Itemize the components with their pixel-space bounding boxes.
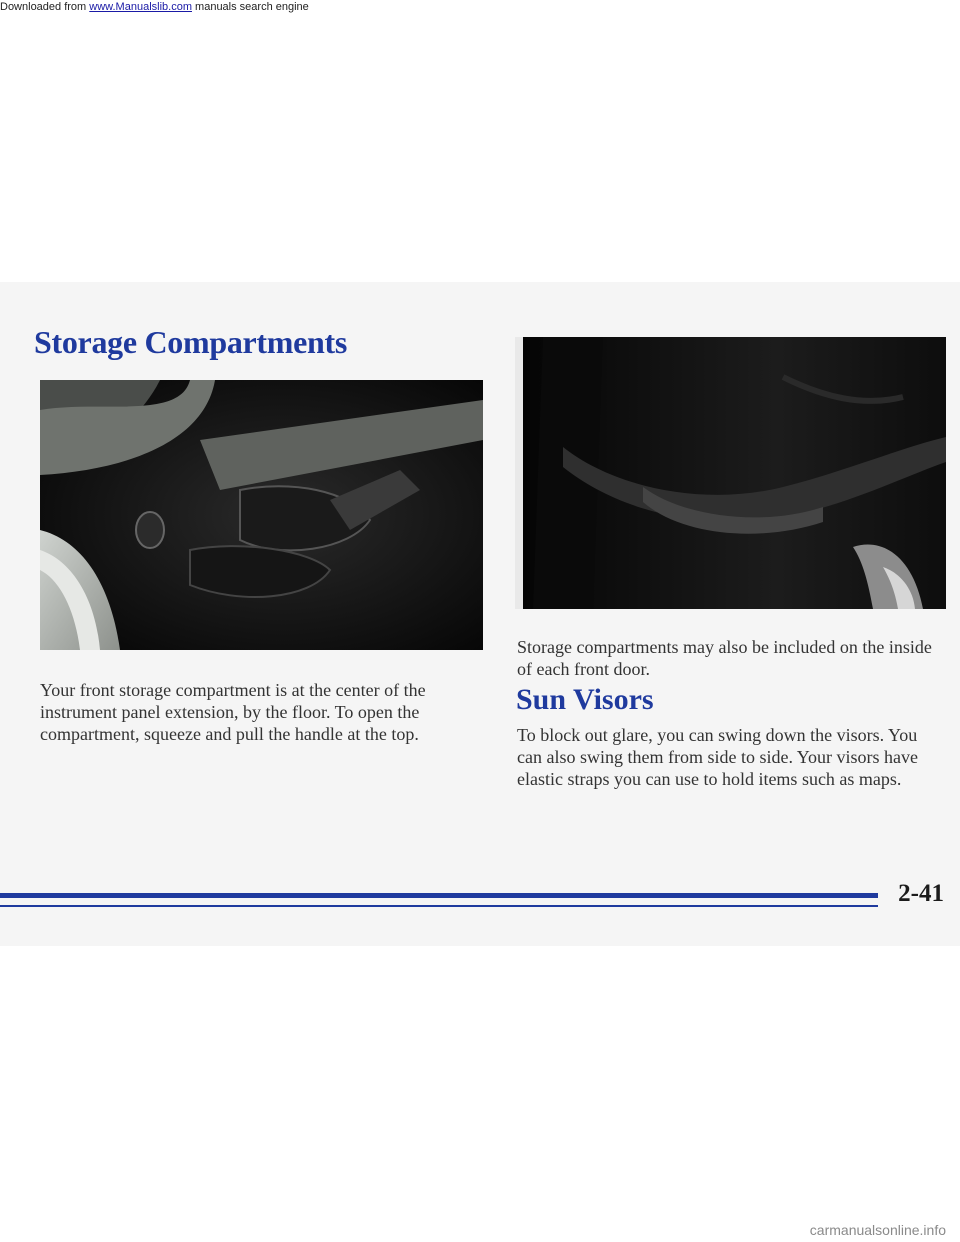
- section-title-sun-visors: Sun Visors: [516, 683, 654, 716]
- storage-compartment-paragraph: Your front storage compartment is at the center of the instrument panel extension, by the floor. To open the compartment, squeeze and pull the handle at the top.: [40, 680, 426, 744]
- section-title-storage: Storage Compartments: [34, 324, 348, 360]
- header-prefix: Downloaded from: [0, 1, 90, 13]
- manualslib-link[interactable]: www.Manualslib.com: [89, 1, 192, 13]
- header-suffix: manuals search engine: [191, 1, 309, 13]
- door-storage-photo: [515, 337, 946, 609]
- sun-visors-paragraph: To block out glare, you can swing down the visors. You can also swing them from side to side. Your visors have elastic straps you can use to hold items such as maps.: [517, 725, 918, 789]
- page-number: 2-41: [898, 880, 944, 907]
- watermark: carmanualsonline.info: [809, 1222, 946, 1238]
- footer-rule-thin: [0, 905, 878, 907]
- footer-rule-thick: [0, 893, 878, 898]
- manual-page: [0, 282, 960, 946]
- storage-compartment-photo: [40, 380, 483, 650]
- download-header: [0, 0, 960, 14]
- door-storage-paragraph: Storage compartments may also be included on the inside of each front door.: [517, 637, 932, 679]
